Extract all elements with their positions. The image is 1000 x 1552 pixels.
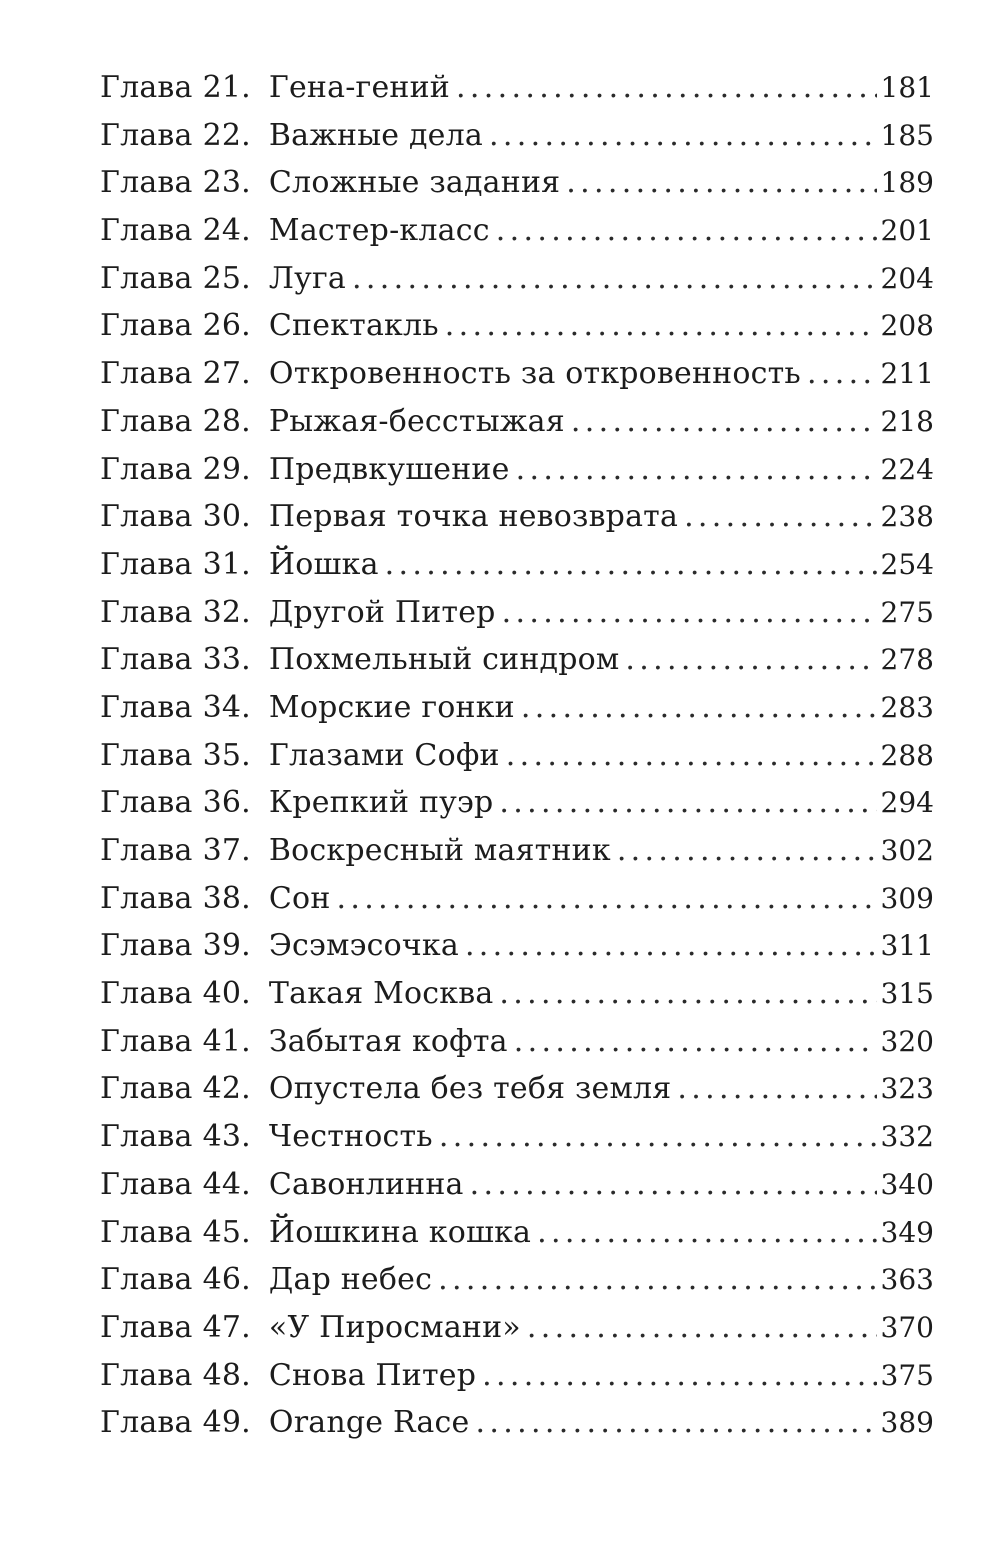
chapter-label: [100, 398, 565, 446]
page-number: 254: [880, 547, 934, 581]
dot-leader: [527, 1304, 877, 1352]
dot-leader: [571, 398, 877, 446]
dot-leader: [456, 64, 877, 112]
dot-leader: [684, 493, 876, 541]
chapter-word: Глава: [100, 1262, 193, 1298]
chapter-word: Глава: [100, 1405, 193, 1441]
page-number: 204: [880, 261, 934, 295]
page-number: 275: [880, 595, 934, 629]
chapter-title: Дар небес: [268, 1262, 433, 1298]
chapter-word: Глава: [100, 1071, 193, 1107]
dot-leader: [625, 636, 876, 684]
chapter-label: [100, 827, 611, 875]
dot-leader: [385, 541, 877, 589]
chapter-title: Первая точка невозврата: [268, 499, 679, 535]
chapter-word: Глава: [100, 356, 193, 392]
page-number: 278: [880, 643, 934, 677]
chapter-title: Похмельный синдром: [268, 642, 620, 678]
toc-entry: [100, 1018, 934, 1066]
dot-leader: [499, 779, 876, 827]
page-number: 238: [880, 500, 934, 534]
chapter-title: Мастер-класс: [268, 213, 490, 249]
chapter-title: Луга: [268, 260, 346, 296]
chapter-title: Снова Питер: [268, 1357, 477, 1393]
chapter-word: Глава: [100, 451, 193, 487]
chapter-label: [100, 1065, 671, 1113]
page-number: 294: [880, 786, 934, 820]
chapter-title: Сон: [268, 880, 331, 916]
chapter-word: Глава: [100, 689, 193, 725]
dot-leader: [470, 1161, 877, 1209]
chapter-word: Глава: [100, 1214, 193, 1250]
chapter-word: Глава: [100, 1119, 193, 1155]
chapter-number: 25.: [202, 260, 251, 296]
chapter-word: Глава: [100, 260, 193, 296]
chapter-title: Важные дела: [268, 117, 483, 153]
toc-entry: [100, 446, 934, 494]
dot-leader: [445, 302, 877, 350]
toc-entry: [100, 684, 934, 732]
chapter-title: Предвкушение: [268, 451, 510, 487]
chapter-title: Йошкина кошка: [268, 1214, 532, 1250]
toc-entry: [100, 541, 934, 589]
chapter-word: Глава: [100, 785, 193, 821]
chapter-number: 35.: [202, 737, 251, 773]
page-number: 224: [880, 452, 934, 486]
chapter-number: 46.: [202, 1262, 251, 1298]
toc-entry: [100, 1256, 934, 1304]
chapter-label: [100, 779, 493, 827]
toc-entry: [100, 255, 934, 303]
chapter-number: 22.: [202, 117, 251, 153]
toc-entry: [100, 398, 934, 446]
chapter-title: Воскресный маятник: [268, 833, 611, 868]
toc-entry: [100, 1352, 934, 1400]
chapter-number: 26.: [202, 308, 251, 344]
dot-leader: [566, 159, 876, 207]
dot-leader: [521, 684, 877, 732]
chapter-title: Забытая кофта: [268, 1023, 508, 1059]
dot-leader: [516, 446, 877, 494]
dot-leader: [677, 1065, 876, 1113]
chapter-title: Рыжая-бесстыжая: [268, 403, 565, 439]
dot-leader: [499, 970, 876, 1018]
toc-entry: [100, 1399, 934, 1447]
toc-entry: [100, 112, 934, 160]
chapter-number: 49.: [202, 1405, 251, 1441]
chapter-number: 37.: [202, 833, 251, 868]
chapter-number: 45.: [202, 1214, 251, 1250]
dot-leader: [502, 589, 877, 637]
chapter-label: [100, 1209, 531, 1257]
dot-leader: [537, 1209, 876, 1257]
chapter-word: Глава: [100, 117, 193, 153]
chapter-word: Глава: [100, 1166, 193, 1202]
chapter-word: Глава: [100, 213, 193, 249]
toc-entry: [100, 1065, 934, 1113]
chapter-label: [100, 493, 678, 541]
dot-leader: [807, 350, 877, 398]
chapter-word: Глава: [100, 880, 193, 916]
toc-entry: [100, 1161, 934, 1209]
chapter-word: Глава: [100, 1357, 193, 1393]
page-number: 349: [880, 1215, 934, 1249]
chapter-number: 38.: [202, 880, 251, 916]
toc-entry: [100, 302, 934, 350]
page-number: 302: [880, 834, 934, 867]
chapter-title: Такая Москва: [268, 976, 494, 1012]
chapter-number: 32.: [202, 594, 251, 630]
page-number: 218: [880, 404, 934, 438]
chapter-number: 29.: [202, 451, 251, 487]
page-number: 288: [880, 738, 934, 772]
chapter-label: [100, 922, 459, 970]
chapter-number: 23.: [202, 165, 251, 201]
dot-leader: [489, 112, 877, 160]
toc-entry: [100, 1113, 934, 1161]
toc-entry: [100, 64, 934, 112]
chapter-word: Глава: [100, 499, 193, 535]
chapter-word: Глава: [100, 546, 193, 582]
chapter-word: Глава: [100, 1309, 193, 1345]
toc-entry: [100, 827, 934, 875]
chapter-label: [100, 1161, 464, 1209]
page-number: 375: [880, 1358, 934, 1392]
toc-entry: [100, 875, 934, 923]
chapter-label: [100, 446, 510, 494]
toc-entry: [100, 922, 934, 970]
page-number: 201: [880, 214, 934, 248]
chapter-word: Глава: [100, 403, 193, 439]
chapter-label: [100, 636, 619, 684]
toc-entry: [100, 589, 934, 637]
chapter-label: [100, 159, 560, 207]
chapter-title: Савонлинна: [268, 1166, 464, 1202]
toc-entry: [100, 779, 934, 827]
chapter-word: Глава: [100, 308, 193, 344]
toc-entry: [100, 207, 934, 255]
chapter-number: 30.: [202, 499, 251, 535]
page-number: 320: [880, 1024, 934, 1058]
chapter-label: [100, 875, 331, 923]
page-number: 363: [880, 1263, 934, 1297]
chapter-word: Глава: [100, 833, 193, 868]
page-number: 370: [880, 1310, 934, 1344]
chapter-label: [100, 732, 500, 780]
page-number: 332: [880, 1120, 934, 1154]
toc-entry: [100, 732, 934, 780]
chapter-number: 41.: [202, 1023, 251, 1059]
chapter-number: 28.: [202, 403, 251, 439]
toc-entry: [100, 350, 934, 398]
chapter-number: 24.: [202, 213, 251, 249]
page-number: 340: [880, 1167, 934, 1201]
toc-entry: [100, 159, 934, 207]
chapter-label: [100, 1399, 469, 1447]
chapter-word: Глава: [100, 642, 193, 678]
chapter-title: Опустела без тебя земля: [268, 1071, 672, 1107]
chapter-title: Эсэмэсочка: [268, 928, 459, 964]
page-number: 323: [880, 1072, 934, 1106]
dot-leader: [438, 1256, 876, 1304]
chapter-label: [100, 1256, 432, 1304]
page-number: 283: [880, 690, 934, 724]
chapter-label: [100, 112, 483, 160]
chapter-number: 42.: [202, 1071, 251, 1107]
dot-leader: [475, 1399, 876, 1447]
dot-leader: [465, 922, 877, 970]
chapter-number: 27.: [202, 356, 251, 392]
chapter-number: 44.: [202, 1166, 251, 1202]
chapter-label: [100, 541, 379, 589]
chapter-title: Другой Питер: [268, 594, 496, 630]
chapter-label: [100, 302, 439, 350]
chapter-label: [100, 64, 450, 112]
table-of-contents: [100, 64, 934, 1447]
page-number: 211: [880, 357, 934, 391]
chapter-number: 39.: [202, 928, 251, 964]
chapter-word: Глава: [100, 1023, 193, 1059]
page-number: 309: [880, 881, 934, 915]
chapter-label: [100, 684, 515, 732]
chapter-label: [100, 255, 346, 303]
dot-leader: [439, 1113, 877, 1161]
chapter-title: Спектакль: [268, 308, 439, 344]
dot-leader: [496, 207, 877, 255]
toc-entry: [100, 1304, 934, 1352]
chapter-title: «У Пиросмани»: [268, 1309, 521, 1345]
chapter-number: 21.: [202, 70, 251, 105]
chapter-title: Глазами Софи: [268, 737, 500, 773]
page-number: 208: [880, 309, 934, 343]
chapter-number: 31.: [202, 546, 251, 582]
chapter-title: Сложные задания: [268, 165, 561, 201]
dot-leader: [352, 255, 877, 303]
chapter-title: Честность: [268, 1119, 433, 1155]
chapter-title: Orange Race: [268, 1405, 470, 1441]
chapter-label: [100, 1113, 433, 1161]
chapter-word: Глава: [100, 976, 193, 1012]
chapter-number: 33.: [202, 642, 251, 678]
dot-leader: [337, 875, 877, 923]
chapter-word: Глава: [100, 928, 193, 964]
chapter-title: Морские гонки: [268, 689, 515, 725]
chapter-number: 34.: [202, 689, 251, 725]
page-number: 189: [880, 166, 934, 200]
chapter-title: Крепкий пуэр: [268, 785, 494, 821]
chapter-word: Глава: [100, 165, 193, 201]
chapter-label: [100, 1352, 476, 1400]
toc-entry: [100, 1209, 934, 1257]
chapter-label: [100, 350, 801, 398]
chapter-title: Откровенность за откровенность: [268, 356, 801, 392]
page-number: 389: [880, 1406, 934, 1440]
page-number: 311: [880, 929, 934, 963]
chapter-label: [100, 207, 490, 255]
chapter-title: Гена-гений: [268, 70, 450, 105]
chapter-number: 48.: [202, 1357, 251, 1393]
dot-leader: [482, 1352, 876, 1400]
chapter-word: Глава: [100, 737, 193, 773]
chapter-label: [100, 589, 496, 637]
chapter-label: [100, 970, 493, 1018]
page-number: 185: [880, 118, 934, 152]
chapter-number: 40.: [202, 976, 251, 1012]
toc-entry: [100, 970, 934, 1018]
chapter-label: [100, 1018, 508, 1066]
chapter-number: 36.: [202, 785, 251, 821]
page-number: 315: [880, 977, 934, 1011]
toc-entry: [100, 493, 934, 541]
chapter-label: [100, 1304, 521, 1352]
chapter-title: Йошка: [268, 546, 379, 582]
page-number: 181: [880, 71, 934, 104]
chapter-number: 47.: [202, 1309, 251, 1345]
chapter-number: 43.: [202, 1119, 251, 1155]
toc-entry: [100, 636, 934, 684]
dot-leader: [617, 827, 877, 875]
dot-leader: [506, 732, 877, 780]
dot-leader: [514, 1018, 877, 1066]
chapter-word: Глава: [100, 594, 193, 630]
chapter-word: Глава: [100, 70, 193, 105]
